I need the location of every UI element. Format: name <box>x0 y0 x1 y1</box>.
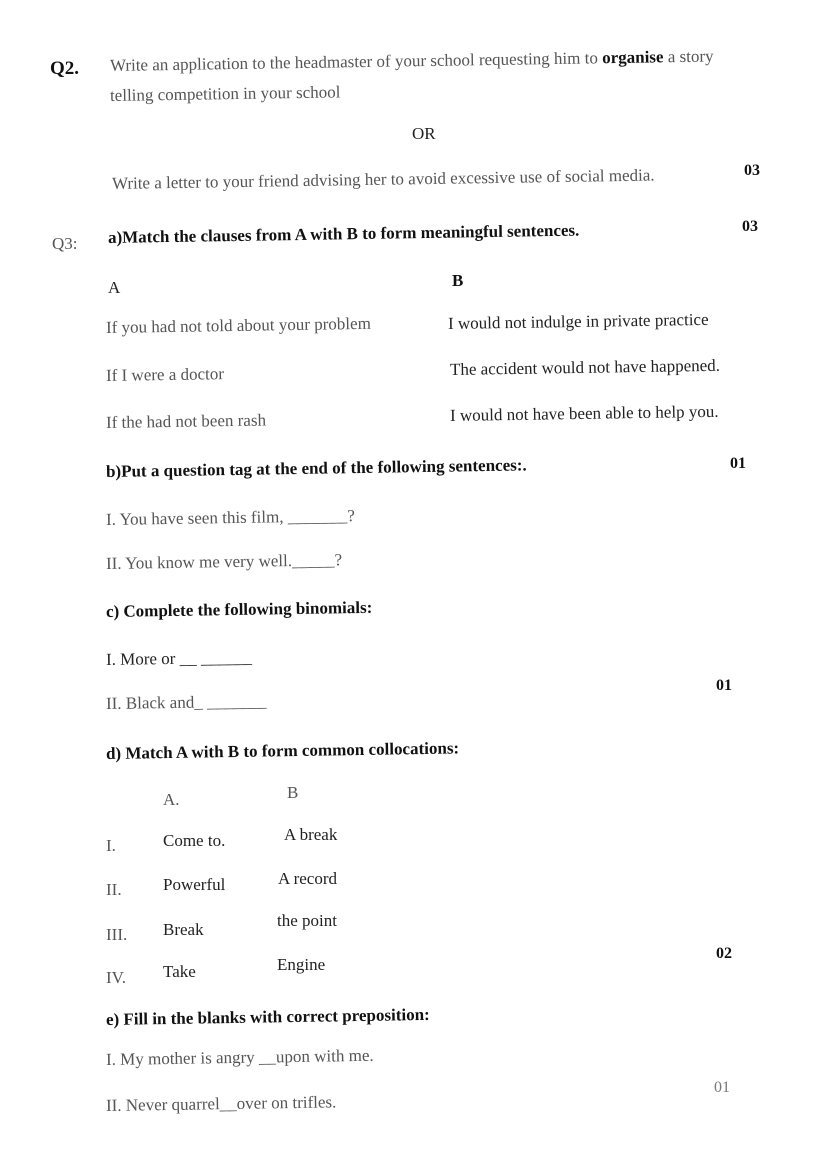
q3d-b: the point <box>277 911 337 930</box>
q3d-a: Take <box>163 962 196 981</box>
q2-prompt-end: a story <box>667 46 714 67</box>
q3b-item: II. You know me very well._____? <box>105 550 343 573</box>
q3a-row-a: If the had not been rash <box>105 410 267 432</box>
q2-marks: 03 <box>744 162 760 179</box>
q3c-item: II. Black and_ _______ <box>105 691 267 713</box>
q3d-b: Engine <box>277 955 326 974</box>
q3d-col-b: B <box>287 783 299 802</box>
q3a-row-b: I would not have been able to help you. <box>449 401 719 425</box>
q3d-num: II. <box>106 880 122 899</box>
q3b-item: I. You have seen this film, _______? <box>105 506 355 529</box>
q3c-marks: 01 <box>716 677 732 694</box>
q3d-heading: d) Match A with B to form common collocations: <box>105 738 460 763</box>
q3e-heading: e) Fill in the blanks with correct preposition: <box>105 1004 430 1029</box>
q3a-col-b: B <box>452 271 464 290</box>
q3a-col-a: A <box>108 278 121 297</box>
q3a-row-a: If you had not told about your problem <box>105 313 371 337</box>
q2-number: Q2. <box>50 58 80 79</box>
q3d-num: I. <box>106 836 116 855</box>
q3d-col-a: A. <box>163 790 180 809</box>
q3a-row-b: The accident would not have happened. <box>449 355 721 379</box>
q3c-heading: c) Complete the following binomials: <box>105 597 373 621</box>
q2-prompt-text: Write an application to the headmaster of your school requesting him to <box>109 48 599 75</box>
q3-number: Q3: <box>52 234 78 253</box>
q3c-item: I. More or __ ______ <box>105 647 253 669</box>
q2-prompt-bold: organise <box>601 47 664 68</box>
q3d-b: A break <box>284 825 338 844</box>
q2-alternative: Write a letter to your friend advising her to avoid excessive use of social media. <box>111 165 655 193</box>
q3d-num: III. <box>106 925 128 944</box>
q3d-b: A record <box>278 869 338 888</box>
q3a-row-b: I would not indulge in private practice <box>447 309 709 333</box>
q3b-marks: 01 <box>730 455 746 472</box>
q3a-marks: 03 <box>742 218 758 235</box>
q3e-item: II. Never quarrel__over on trifles. <box>105 1092 337 1115</box>
q3d-a: Come to. <box>163 831 226 850</box>
q2-prompt-line2: telling competition in your school <box>109 82 341 105</box>
q3e-item: I. My mother is angry __upon with me. <box>105 1045 374 1069</box>
q3d-a: Break <box>163 920 204 939</box>
q2-or: OR <box>412 124 436 143</box>
q3b-heading: b)Put a question tag at the end of the following sentences:. <box>105 455 527 481</box>
q3e-marks: 01 <box>714 1079 730 1096</box>
q3a-row-a: If I were a doctor <box>105 364 225 385</box>
q3d-num: IV. <box>106 968 126 987</box>
q2-prompt-line1 <box>110 47 714 76</box>
q3d-a: Powerful <box>163 875 226 894</box>
q3a-heading: a)Match the clauses from A with B to form meaningful sentences. <box>107 220 580 247</box>
q3d-marks: 02 <box>716 945 732 962</box>
